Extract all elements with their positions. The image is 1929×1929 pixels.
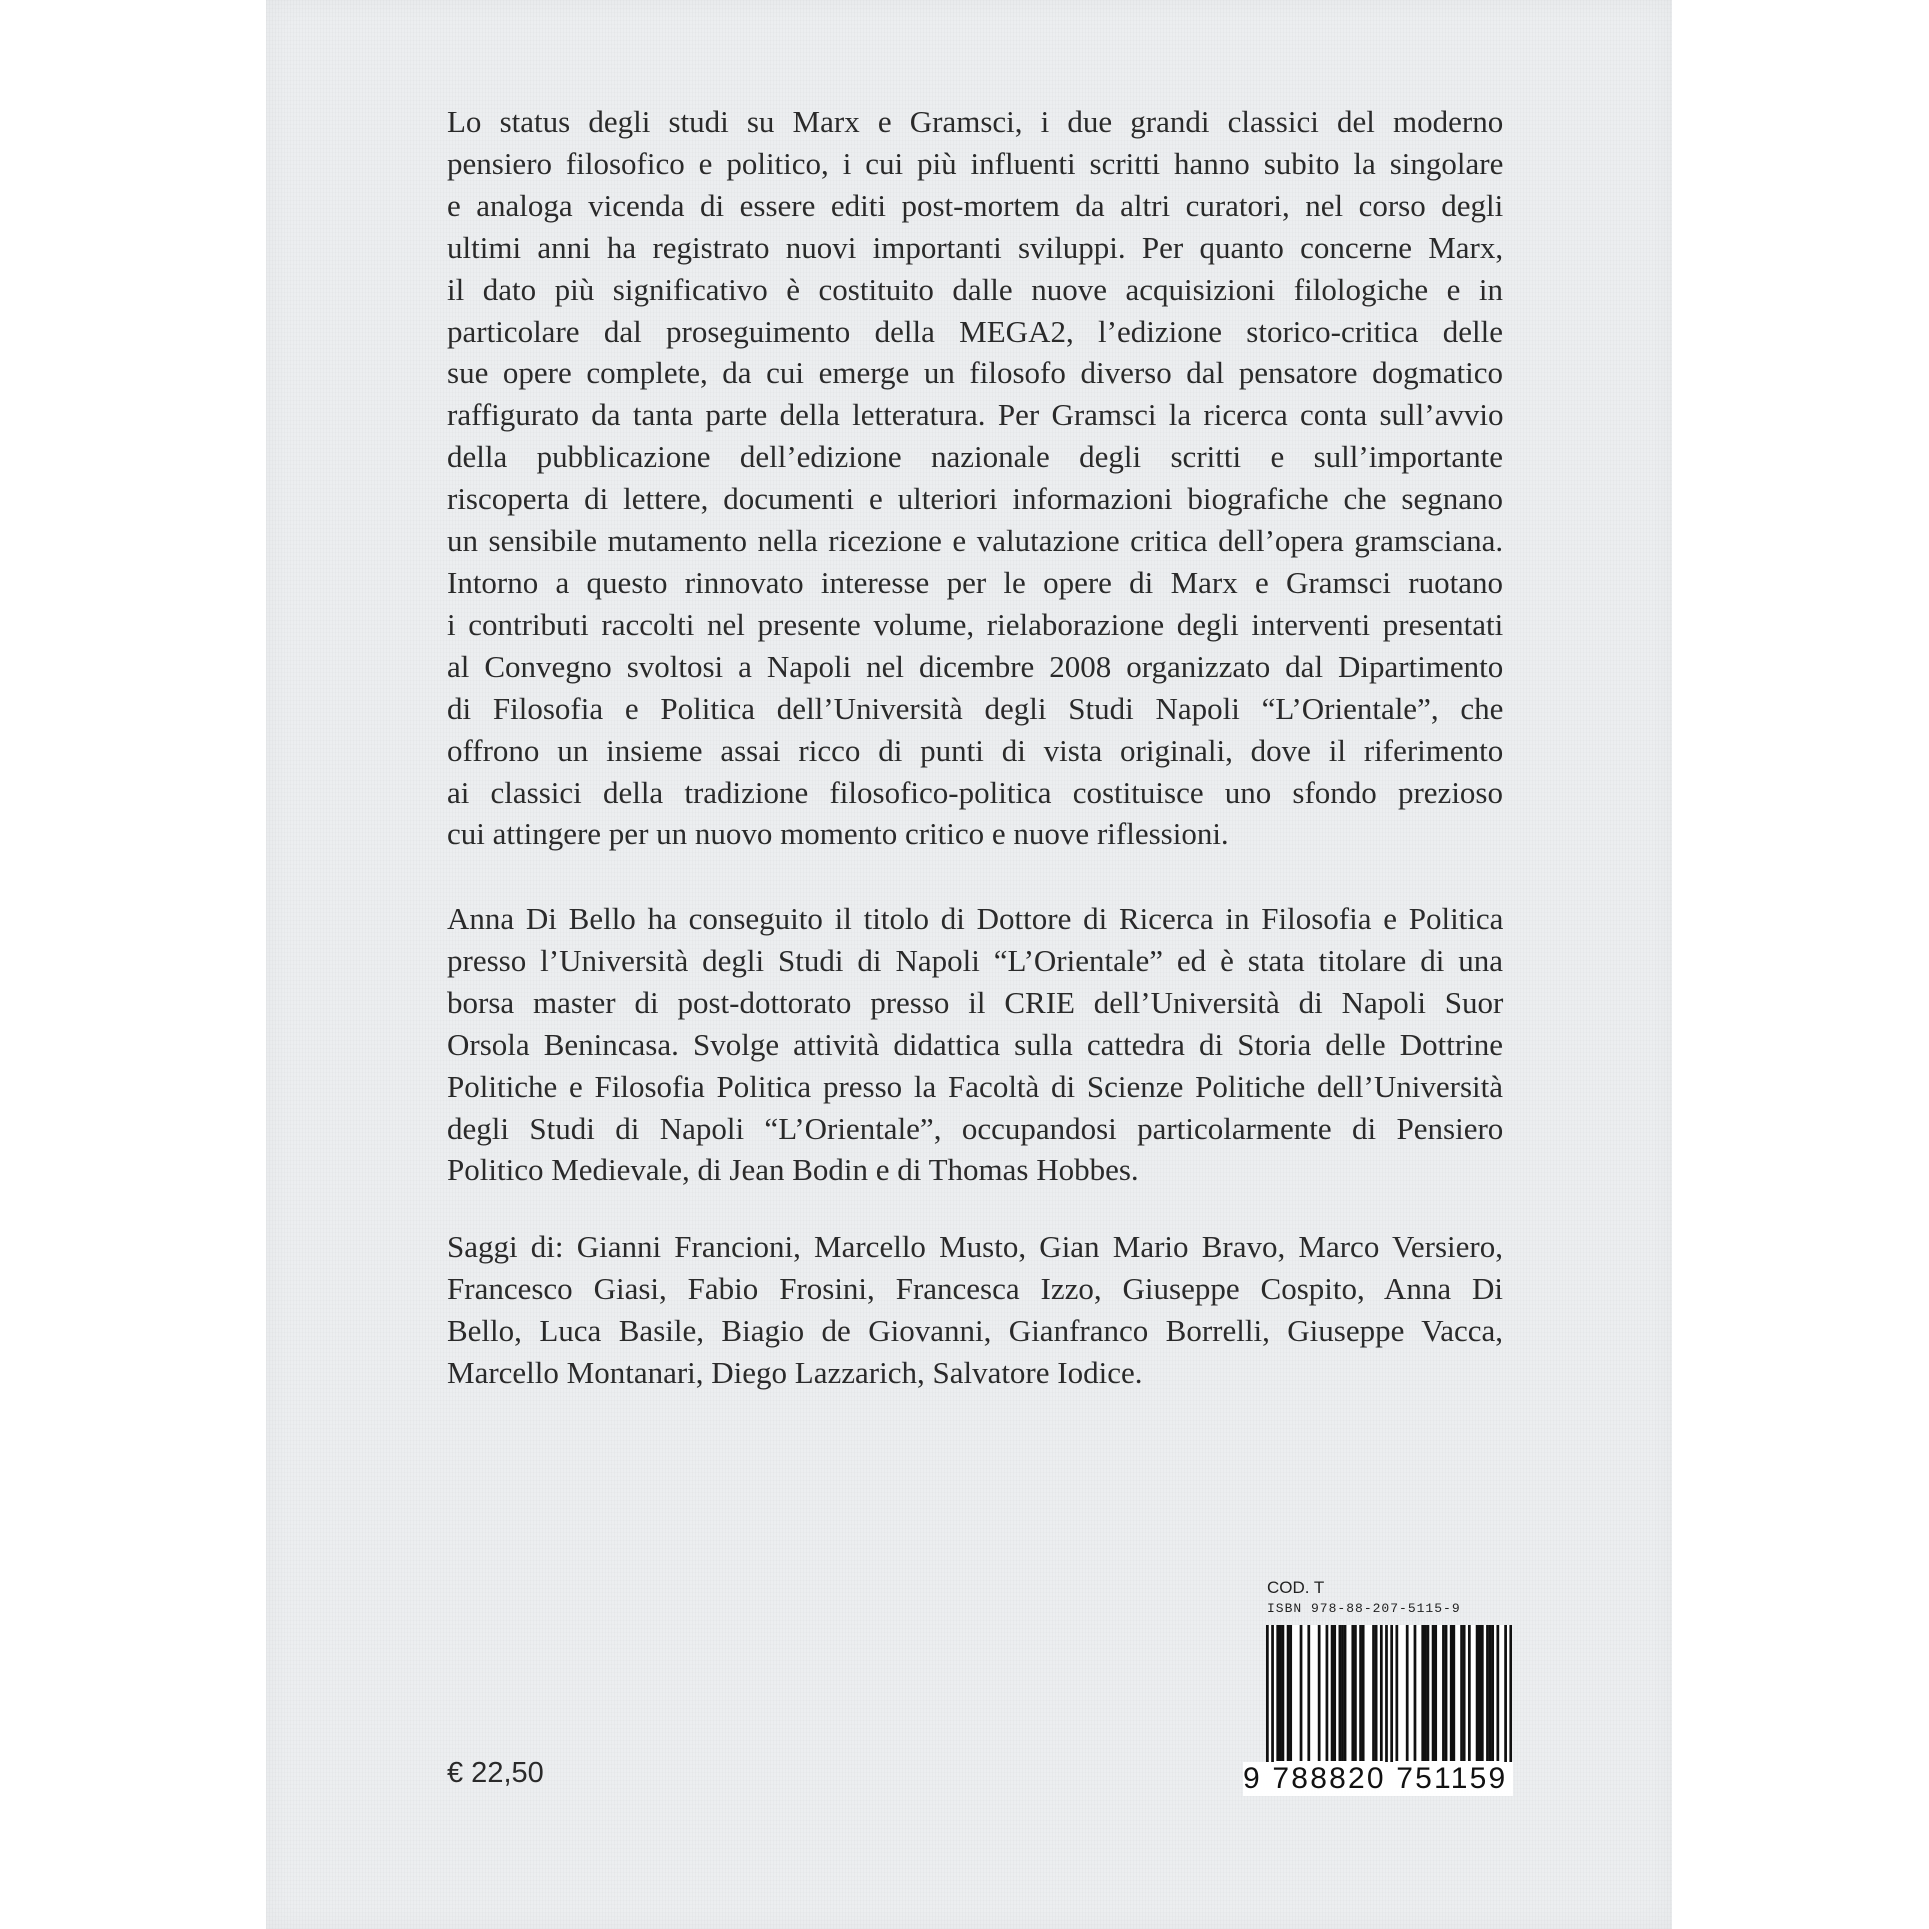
barcode-bar <box>1489 1625 1492 1761</box>
barcode-bar <box>1276 1625 1279 1761</box>
barcode-bar <box>1442 1625 1445 1761</box>
essays-line: Francesco Giasi, Fabio Frosini, Francesca Izzo, Giuseppe Cospito, Anna Di <box>447 1270 1503 1306</box>
synopsis-line: Lo status degli studi su Marx e Gramsci, i due grandi classici del moderno <box>447 104 1504 139</box>
synopsis-line: ultimi anni ha registrato nuovi importanti sviluppi. Per quanto concerne Marx, <box>447 229 1504 265</box>
synopsis-line: di Filosofia e Politica dell’Università degli Studi Napoli “L’Orientale”, che <box>447 690 1504 726</box>
barcode-bar <box>1331 1625 1334 1761</box>
barcode-bar <box>1424 1625 1427 1761</box>
synopsis-line: e analoga vicenda di essere editi post-mortem da altri curatori, nel corso degli <box>447 187 1504 223</box>
synopsis-line: il dato più significativo è costituito dalle nuove acquisizioni filologiche e in <box>447 271 1503 307</box>
barcode-bar <box>1333 1625 1336 1761</box>
barcode-bar <box>1406 1625 1409 1761</box>
author-bio-paragraph <box>447 898 1503 1191</box>
barcode-bar <box>1463 1625 1466 1761</box>
barcode-bar <box>1486 1625 1489 1761</box>
product-code-label: COD. T <box>1267 1578 1325 1597</box>
barcode-bar <box>1266 1625 1269 1773</box>
barcode-bar <box>1445 1625 1448 1761</box>
barcode-bar <box>1271 1625 1274 1773</box>
barcode-bar <box>1282 1625 1285 1761</box>
barcode-bar <box>1452 1625 1455 1761</box>
barcode-bar <box>1496 1625 1499 1761</box>
synopsis-line: riscoperta di lettere, documenti e ulteriori informazioni biografiche che segnano <box>447 481 1503 517</box>
synopsis-line: i contributi raccolti nel presente volume, rielaborazione degli interventi presentati <box>447 606 1504 642</box>
barcode-bar <box>1351 1625 1354 1761</box>
author-bio-line: presso l’Università degli Studi di Napoli “L’Orientale” ed è stata titolare di una <box>447 942 1503 978</box>
barcode-bar <box>1390 1625 1393 1773</box>
essays-line: Bello, Luca Basile, Biagio de Giovanni, Gianfranco Borrelli, Giuseppe Vacca, <box>447 1312 1503 1348</box>
barcode-bar <box>1380 1625 1383 1761</box>
barcode-bar <box>1504 1625 1507 1773</box>
barcode-bar <box>1287 1625 1290 1761</box>
barcode-bar <box>1289 1625 1292 1761</box>
barcode-bar <box>1318 1625 1321 1761</box>
barcode-bar <box>1450 1625 1453 1761</box>
barcode-graphic <box>1266 1625 1512 1773</box>
author-bio-line: degli Studi di Napoli “L’Orientale”, occupandosi particolarmente di Pensiero <box>447 1110 1504 1146</box>
author-bio-line: Anna Di Bello ha conseguito il titolo di Dottore di Ricerca in Filosofia e Politica <box>447 901 1504 936</box>
barcode-bar <box>1460 1625 1463 1761</box>
synopsis-line: pensiero filosofico e politico, i cui più influenti scritti hanno subito la singolare <box>447 145 1504 181</box>
synopsis-line: sue opere complete, da cui emerge un filosofo diverso dal pensatore dogmatico <box>447 355 1503 391</box>
barcode-bar <box>1341 1625 1344 1761</box>
barcode-bar <box>1354 1625 1357 1761</box>
isbn-label: ISBN 978-88-207-5115-9 <box>1267 1601 1461 1616</box>
barcode-bar <box>1427 1625 1430 1761</box>
barcode-bar <box>1432 1625 1435 1761</box>
barcode-bar <box>1339 1625 1342 1761</box>
barcode-bar <box>1326 1625 1329 1761</box>
barcode-bar <box>1372 1625 1375 1761</box>
essays-contributors-paragraph <box>447 1226 1503 1394</box>
synopsis-line: cui attingere per un nuovo momento critico e nuove riflessioni. <box>447 816 1229 852</box>
synopsis-line: particolare dal proseguimento della MEGA2, l’edizione storico-critica delle <box>447 313 1503 349</box>
barcode-bar <box>1395 1625 1398 1761</box>
price-label: € 22,50 <box>447 1757 544 1789</box>
barcode-bar <box>1385 1625 1388 1773</box>
synopsis-line: al Convegno svoltosi a Napoli nel dicembre 2008 organizzato dal Dipartimento <box>447 648 1504 684</box>
synopsis-line: ai classici della tradizione filosofico-politica costituisce uno sfondo prezioso <box>447 774 1503 810</box>
author-bio-line: Politico Medievale, di Jean Bodin e di Thomas Hobbes. <box>447 1152 1139 1188</box>
barcode-bar <box>1300 1625 1303 1761</box>
barcode-bar <box>1468 1625 1471 1761</box>
synopsis-line: della pubblicazione dell’edizione nazionale degli scritti e sull’importante <box>447 439 1503 475</box>
barcode-bar <box>1344 1625 1347 1761</box>
synopsis-line: Intorno a questo rinnovato interesse per le opere di Marx e Gramsci ruotano <box>447 564 1503 600</box>
barcode-bar <box>1307 1625 1310 1761</box>
barcode-bar <box>1476 1625 1479 1761</box>
synopsis-line: un sensibile mutamento nella ricezione e valutazione critica dell’opera gramsciana. <box>447 523 1504 559</box>
synopsis-line: raffigurato da tanta parte della letteratura. Per Gramsci la ricerca conta sull’avvio <box>447 397 1504 433</box>
barcode-bar <box>1279 1625 1282 1761</box>
synopsis-paragraph <box>447 101 1503 855</box>
barcode-bar <box>1491 1625 1494 1761</box>
barcode-bar <box>1481 1625 1484 1761</box>
barcode-bar <box>1509 1625 1512 1773</box>
barcode-bar <box>1362 1625 1365 1761</box>
author-bio-line: borsa master di post-dottorato presso il CRIE dell’Università di Napoli Suor <box>447 984 1504 1020</box>
barcode-bar <box>1421 1625 1424 1761</box>
barcode-bar <box>1434 1625 1437 1761</box>
author-bio-line: Orsola Benincasa. Svolge attività didattica sulla cattedra di Storia delle Dottrine <box>447 1026 1503 1062</box>
synopsis-line: offrono un insieme assai ricco di punti di vista originali, dove il riferimento <box>447 732 1504 768</box>
essays-line: Saggi di: Gianni Francioni, Marcello Musto, Gian Mario Bravo, Marco Versiero, <box>447 1229 1503 1264</box>
barcode-number: 9 788820 751159 <box>1243 1762 1513 1796</box>
barcode-bar <box>1414 1625 1417 1761</box>
author-bio-line: Politiche e Filosofia Politica presso la Facoltà di Scienze Politiche dell’Università <box>447 1068 1503 1104</box>
barcode-bar <box>1359 1625 1362 1761</box>
barcode-bar <box>1478 1625 1481 1761</box>
essays-line: Marcello Montanari, Diego Lazzarich, Salvatore Iodice. <box>447 1354 1143 1390</box>
barcode-bar <box>1375 1625 1378 1761</box>
